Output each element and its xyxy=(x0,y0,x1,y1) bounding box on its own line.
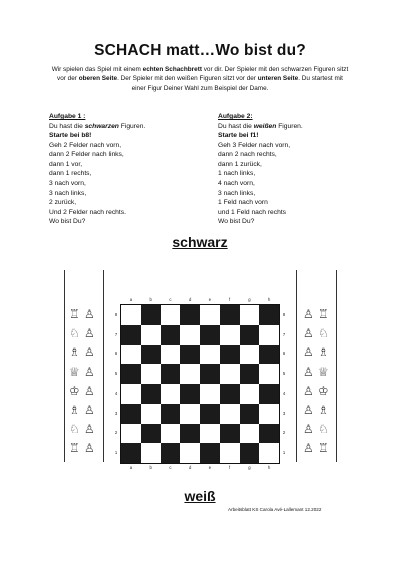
square-d1 xyxy=(180,443,200,463)
file-label-bottom: c xyxy=(169,465,172,470)
rank-label-right: 8 xyxy=(282,311,286,317)
square-d7 xyxy=(180,325,200,345)
right-piece-piece-icon: ♕ xyxy=(318,364,329,379)
intro-text xyxy=(50,65,350,93)
left-piece-pawn-icon: ♙ xyxy=(84,364,95,379)
square-b7 xyxy=(141,325,161,345)
right-outer-line xyxy=(336,270,337,462)
intro-part: . Du startest mit einer Figur Deiner Wahl zum Beispiel der Dame. xyxy=(131,75,343,92)
right-piece-pawn-icon: ♙ xyxy=(303,441,314,456)
task-2 xyxy=(218,112,368,227)
chessboard xyxy=(120,304,280,464)
file-label-top: g xyxy=(248,297,251,302)
left-piece-pawn-icon: ♙ xyxy=(84,403,95,417)
chessboard-grid xyxy=(121,305,279,463)
left-outer-line xyxy=(64,270,65,462)
square-g4 xyxy=(240,384,260,404)
left-piece-pawn-icon: ♙ xyxy=(84,422,95,437)
task-2-start: Starte bei f1! xyxy=(218,132,259,140)
square-f5 xyxy=(220,364,240,384)
square-e2 xyxy=(200,424,220,444)
file-label-bottom: b xyxy=(149,465,152,470)
left-piece-pawn-icon: ♙ xyxy=(84,383,95,398)
square-g6 xyxy=(240,345,260,365)
intro-part: vor dir. Der Spieler mit den schwarzen Figuren sitzt vor der xyxy=(57,66,349,83)
task-1-step: 3 nach vorn, xyxy=(49,180,86,188)
task-1 xyxy=(49,112,199,227)
left-inner-line xyxy=(103,270,104,462)
left-piece-piece-icon: ♖ xyxy=(69,307,80,321)
task-2-color-line xyxy=(218,122,368,132)
square-f1 xyxy=(220,443,240,463)
task-1-step: 2 zurück, xyxy=(49,199,77,207)
rank-label-right: 5 xyxy=(282,371,286,377)
file-label-top: b xyxy=(149,297,152,302)
rank-label-left: 7 xyxy=(114,331,118,337)
square-b5 xyxy=(141,364,161,384)
square-e7 xyxy=(200,325,220,345)
square-h4 xyxy=(259,384,279,404)
square-d6 xyxy=(180,345,200,365)
square-e8 xyxy=(200,305,220,325)
square-a1 xyxy=(121,443,141,463)
square-a7 xyxy=(121,325,141,345)
task-2-step: dann 2 nach rechts, xyxy=(218,151,277,159)
rank-label-right: 7 xyxy=(282,331,286,337)
rank-label-right: 6 xyxy=(282,351,286,357)
color-word: weißen xyxy=(253,122,277,130)
left-piece-piece-icon: ♔ xyxy=(69,383,80,398)
square-b6 xyxy=(141,345,161,365)
left-piece-piece-icon: ♕ xyxy=(69,364,80,379)
square-c1 xyxy=(161,443,181,463)
task-1-step: 3 nach links, xyxy=(49,189,87,197)
rank-label-right: 3 xyxy=(282,410,286,416)
square-a8 xyxy=(121,305,141,325)
task-1-start: Starte bei b8! xyxy=(49,132,92,140)
left-piece-pawn-icon: ♙ xyxy=(84,441,95,456)
square-b3 xyxy=(141,404,161,424)
square-b2 xyxy=(141,424,161,444)
right-piece-piece-icon: ♘ xyxy=(318,422,329,437)
square-h2 xyxy=(259,424,279,444)
square-h8 xyxy=(259,305,279,325)
square-d4 xyxy=(180,384,200,404)
square-g1 xyxy=(240,443,260,463)
right-piece-pawn-icon: ♙ xyxy=(303,326,314,341)
square-b1 xyxy=(141,443,161,463)
square-a4 xyxy=(121,384,141,404)
text: Du hast die xyxy=(218,122,254,130)
file-label-top: d xyxy=(188,297,192,302)
task-2-heading: Aufgabe 2: xyxy=(218,113,253,120)
square-g8 xyxy=(240,305,260,325)
square-d5 xyxy=(180,364,200,384)
left-piece-pawn-icon: ♙ xyxy=(84,307,95,321)
left-piece-pawn-icon: ♙ xyxy=(84,345,95,360)
square-d3 xyxy=(180,404,200,424)
right-piece-pawn-icon: ♙ xyxy=(303,422,314,437)
file-label-bottom: a xyxy=(129,465,133,470)
rank-label-left: 1 xyxy=(114,450,118,456)
square-a6 xyxy=(121,345,141,365)
square-e1 xyxy=(200,443,220,463)
square-c7 xyxy=(161,325,181,345)
square-c2 xyxy=(161,424,181,444)
task-2-step: 3 nach links, xyxy=(218,189,256,197)
square-d8 xyxy=(180,305,200,325)
square-h7 xyxy=(259,325,279,345)
task-2-step: 1 nach links, xyxy=(218,170,256,178)
square-a2 xyxy=(121,424,141,444)
square-f8 xyxy=(220,305,240,325)
task-1-heading: Aufgabe 1 : xyxy=(49,113,86,120)
file-label-bottom: e xyxy=(208,465,212,470)
left-piece-piece-icon: ♗ xyxy=(69,345,80,360)
file-label-bottom: h xyxy=(267,465,271,470)
square-f2 xyxy=(220,424,240,444)
intro-part: . Der Spieler mit den weißen Figuren sitzt vor der xyxy=(117,75,258,83)
file-label-bottom: d xyxy=(188,465,192,470)
right-piece-piece-icon: ♗ xyxy=(318,345,329,360)
right-piece-piece-icon: ♔ xyxy=(318,383,329,398)
right-piece-piece-icon: ♖ xyxy=(318,307,329,321)
task-2-step: 1 Feld nach vorn xyxy=(218,199,268,207)
right-piece-pawn-icon: ♙ xyxy=(303,364,314,379)
square-g5 xyxy=(240,364,260,384)
file-label-bottom: g xyxy=(248,465,251,470)
right-piece-pawn-icon: ♙ xyxy=(303,383,314,398)
square-b8 xyxy=(141,305,161,325)
task-1-step: Und 2 Felder nach rechts. xyxy=(49,208,126,216)
rank-label-right: 1 xyxy=(282,450,286,456)
rank-label-left: 5 xyxy=(114,371,118,377)
page-title: SCHACH matt…Wo bist du? xyxy=(94,42,306,59)
right-inner-line xyxy=(296,270,297,462)
rank-label-left: 2 xyxy=(114,430,118,436)
square-h1 xyxy=(259,443,279,463)
rank-label-left: 4 xyxy=(114,390,118,396)
task-1-step: dann 1 vor, xyxy=(49,160,83,168)
intro-bold: oberen Seite xyxy=(78,75,118,83)
intro-bold: echten Schachbrett xyxy=(142,66,202,73)
square-e3 xyxy=(200,404,220,424)
black-side-label: schwarz xyxy=(172,234,228,250)
task-1-color-line xyxy=(49,122,199,132)
right-piece-pawn-icon: ♙ xyxy=(303,345,314,360)
left-piece-piece-icon: ♘ xyxy=(69,422,80,437)
right-piece-pawn-icon: ♙ xyxy=(303,403,314,417)
square-h5 xyxy=(259,364,279,384)
square-c4 xyxy=(161,384,181,404)
color-word: schwarzen xyxy=(84,122,119,130)
task-2-step: 4 nach vorn, xyxy=(218,180,255,188)
left-piece-pawn-icon: ♙ xyxy=(84,326,95,341)
square-a5 xyxy=(121,364,141,384)
square-f4 xyxy=(220,384,240,404)
square-h6 xyxy=(259,345,279,365)
square-g3 xyxy=(240,404,260,424)
file-label-top: h xyxy=(267,297,271,302)
square-f7 xyxy=(220,325,240,345)
task-1-step: dann 1 rechts, xyxy=(49,170,92,178)
square-c3 xyxy=(161,404,181,424)
task-1-question: Wo bist Du? xyxy=(49,218,86,226)
rank-label-right: 2 xyxy=(282,430,286,436)
right-piece-piece-icon: ♘ xyxy=(318,326,329,341)
square-c6 xyxy=(161,345,181,365)
square-a3 xyxy=(121,404,141,424)
square-e5 xyxy=(200,364,220,384)
left-piece-piece-icon: ♖ xyxy=(69,441,80,456)
task-2-step: dann 1 zurück, xyxy=(218,160,262,168)
text: Du hast die xyxy=(49,122,85,130)
task-2-step: und 1 Feld nach rechts xyxy=(218,208,287,216)
task-1-step: Geh 2 Felder nach vorn, xyxy=(49,141,122,149)
square-d2 xyxy=(180,424,200,444)
rank-label-right: 4 xyxy=(282,390,286,396)
file-label-top: a xyxy=(129,297,133,302)
square-e6 xyxy=(200,345,220,365)
right-piece-piece-icon: ♗ xyxy=(318,403,329,417)
file-label-top: c xyxy=(169,297,172,302)
right-piece-pawn-icon: ♙ xyxy=(303,307,314,321)
file-label-top: f xyxy=(229,297,231,302)
file-label-bottom: f xyxy=(229,465,231,470)
square-g2 xyxy=(240,424,260,444)
left-piece-piece-icon: ♘ xyxy=(69,326,80,341)
task-2-question: Wo bist Du? xyxy=(218,218,255,226)
square-h3 xyxy=(259,404,279,424)
rank-label-left: 8 xyxy=(114,311,118,317)
intro-bold: unteren Seite xyxy=(257,75,299,83)
worksheet-credit: Arbeitsblatt KS Carola Avé-Lallemant 12.2022 xyxy=(228,507,322,512)
task-1-step: dann 2 Felder nach links, xyxy=(49,151,124,159)
file-label-top: e xyxy=(208,297,212,302)
square-c5 xyxy=(161,364,181,384)
white-side-label: weiß xyxy=(184,488,216,504)
text: Figuren. xyxy=(118,122,146,130)
intro-part: Wir spielen das Spiel mit einem xyxy=(51,66,143,73)
square-f3 xyxy=(220,404,240,424)
square-e4 xyxy=(200,384,220,404)
square-c8 xyxy=(161,305,181,325)
square-g7 xyxy=(240,325,260,345)
text: Figuren. xyxy=(276,122,303,130)
rank-label-left: 3 xyxy=(114,410,118,416)
left-piece-piece-icon: ♗ xyxy=(69,403,80,417)
square-b4 xyxy=(141,384,161,404)
right-piece-piece-icon: ♖ xyxy=(318,441,329,456)
square-f6 xyxy=(220,345,240,365)
task-2-step: Geh 3 Felder nach vorn, xyxy=(218,141,291,149)
rank-label-left: 6 xyxy=(114,351,118,357)
